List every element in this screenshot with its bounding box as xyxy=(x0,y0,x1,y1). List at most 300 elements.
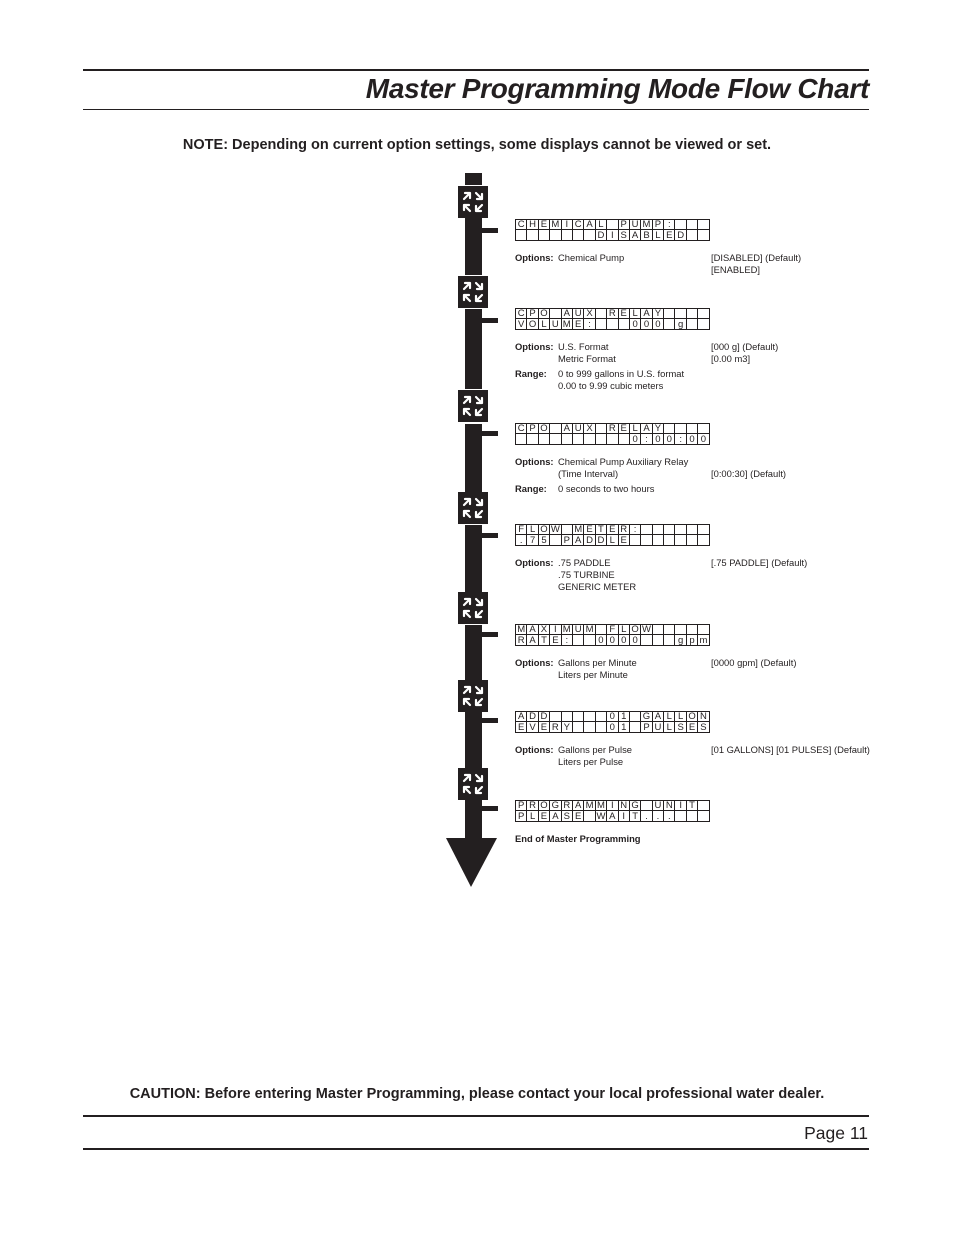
lcd-cell: A xyxy=(607,811,618,821)
lcd-cell xyxy=(516,434,527,444)
lcd-cell xyxy=(675,424,686,434)
lcd-cell xyxy=(686,319,697,329)
lcd-cell xyxy=(584,811,595,821)
lcd-cell: g xyxy=(675,319,686,329)
lcd-cell: Y xyxy=(652,309,663,319)
option-label: Options: xyxy=(515,557,554,568)
lcd-cell: 0 xyxy=(607,712,618,722)
lcd-cell: U xyxy=(572,424,583,434)
lcd-cell xyxy=(675,625,686,635)
lcd-cell: S xyxy=(561,811,572,821)
lcd-row xyxy=(516,230,710,240)
lcd-cell xyxy=(629,712,640,722)
lcd-cell: O xyxy=(540,524,548,535)
lcd-cell: M xyxy=(596,800,605,811)
lcd-cell: U xyxy=(572,625,583,635)
lcd-cell: A xyxy=(550,811,561,821)
lcd-cell xyxy=(550,309,561,319)
lcd-cell: E xyxy=(572,811,583,821)
lcd-cell: L xyxy=(527,811,538,821)
lcd-cell xyxy=(675,220,686,230)
option-text: .75 PADDLE xyxy=(558,557,611,568)
lcd-cell: 0 xyxy=(607,722,618,732)
lcd-cell xyxy=(561,434,572,444)
lcd-cell: E xyxy=(618,309,629,319)
lcd-cell: L xyxy=(664,712,675,722)
lcd-row xyxy=(516,424,710,434)
lcd-cell xyxy=(686,230,697,240)
option-text: Liters per Minute xyxy=(558,669,628,680)
lcd-cell: U xyxy=(629,220,640,230)
lcd-cell: H xyxy=(527,220,538,230)
option-text: Gallons per Pulse xyxy=(558,744,632,755)
lcd-cell: G xyxy=(551,800,560,811)
lcd-cell xyxy=(686,424,697,434)
default-value: [ENABLED] xyxy=(711,264,760,275)
lcd-row xyxy=(516,635,710,645)
lcd-cell: A xyxy=(561,424,572,434)
end-label: End of Master Programming xyxy=(515,833,641,844)
lcd-cell: P xyxy=(618,220,629,230)
lcd-cell xyxy=(550,712,561,722)
lcd-cell: P xyxy=(527,424,538,434)
lcd-cell: E xyxy=(618,424,629,434)
lcd-cell: . xyxy=(516,535,527,545)
lcd-cell: T xyxy=(538,635,549,645)
lcd-cell: M xyxy=(585,800,594,811)
option-text: Metric Format xyxy=(558,353,616,364)
lcd-cell: 1 xyxy=(618,712,629,722)
lcd-cell: E xyxy=(664,230,675,240)
lcd-cell: 0 xyxy=(698,434,709,444)
cycle-button-icon xyxy=(458,186,488,218)
lcd-cell: : xyxy=(561,635,572,645)
lcd-cell: . xyxy=(641,811,652,821)
lcd-cell xyxy=(572,712,583,722)
lcd-cell: 5 xyxy=(538,535,549,545)
lcd-cell: E xyxy=(550,635,561,645)
lcd-cell: C xyxy=(516,424,527,434)
lcd-cell: O xyxy=(540,423,548,434)
lcd-cell: A xyxy=(561,309,572,319)
lcd-cell xyxy=(561,712,572,722)
lcd-cell: 0 xyxy=(652,434,663,444)
lcd-cell xyxy=(664,319,675,329)
lcd-cell xyxy=(595,625,606,635)
bottom-rule xyxy=(83,1148,869,1150)
lcd-row xyxy=(516,535,710,545)
lcd-cell xyxy=(641,525,652,535)
lcd-cell: U xyxy=(652,801,663,811)
lcd-cell: L xyxy=(527,525,538,535)
lcd-cell: N xyxy=(618,801,629,811)
lcd-cell: P xyxy=(652,220,663,230)
lcd-cell: . xyxy=(652,811,663,821)
lcd-cell xyxy=(664,635,675,645)
lcd-cell xyxy=(584,712,595,722)
lcd-cell: M xyxy=(642,219,651,230)
lcd-cell xyxy=(584,722,595,732)
lcd-cell: E xyxy=(516,722,527,732)
lcd-cell: D xyxy=(584,535,595,545)
lcd-cell xyxy=(641,535,652,545)
lcd-cell xyxy=(686,625,697,635)
lcd-cell: 0 xyxy=(595,635,606,645)
lcd-cell: A xyxy=(652,712,663,722)
footer-rule xyxy=(83,1115,869,1117)
default-value: [0.00 m3] xyxy=(711,353,751,364)
default-value: [0:00:30] (Default) xyxy=(711,468,787,479)
cycle-button-icon xyxy=(458,768,488,800)
lcd-cell: M xyxy=(551,219,560,230)
lcd-cell: P xyxy=(527,309,538,319)
lcd-cell: A xyxy=(584,220,595,230)
lcd-cell: D xyxy=(675,230,686,240)
lcd-cell xyxy=(607,319,618,329)
lcd-row xyxy=(516,319,710,329)
lcd-cell xyxy=(698,319,709,329)
lcd-cell xyxy=(675,309,686,319)
lcd-cell: 1 xyxy=(618,722,629,732)
lcd-cell xyxy=(686,220,697,230)
lcd-cell: I xyxy=(618,811,629,821)
lcd-cell: L xyxy=(618,625,629,635)
lcd-cell: R xyxy=(561,801,572,811)
lcd-cell: W xyxy=(642,624,651,635)
cycle-button-icon xyxy=(458,680,488,712)
lcd-cell: E xyxy=(538,220,549,230)
lcd-cell xyxy=(698,230,709,240)
lcd-cell xyxy=(550,230,561,240)
lcd-cell: A xyxy=(527,625,538,635)
option-text: (Time Interval) xyxy=(558,468,619,479)
lcd-cell: : xyxy=(584,319,595,329)
lcd-cell xyxy=(538,434,549,444)
lcd-cell xyxy=(618,434,629,444)
lcd-cell: O xyxy=(631,624,639,635)
lcd-cell xyxy=(572,434,583,444)
lcd-cell xyxy=(572,635,583,645)
option-label: Range: xyxy=(515,368,547,379)
lcd-cell: O xyxy=(528,318,537,330)
lcd-cell: E xyxy=(538,811,549,821)
lcd-cell: U xyxy=(572,309,583,319)
lcd-cell xyxy=(538,230,549,240)
lcd-cell: I xyxy=(550,625,561,635)
lcd-cell xyxy=(527,230,538,240)
lcd-cell: W xyxy=(550,524,560,535)
lcd-cell: 0 xyxy=(664,434,675,444)
lcd-cell xyxy=(595,319,606,329)
lcd-cell: I xyxy=(607,801,618,811)
lcd-cell: : xyxy=(629,525,640,535)
lcd-row xyxy=(516,309,710,319)
lcd-display xyxy=(515,219,710,241)
lcd-cell: M xyxy=(562,624,571,635)
lcd-cell: F xyxy=(607,625,618,635)
lcd-cell: L xyxy=(629,309,640,319)
lcd-cell: S xyxy=(675,722,686,732)
lcd-cell xyxy=(664,309,675,319)
lcd-display xyxy=(515,800,710,822)
lcd-cell xyxy=(652,625,663,635)
lcd-cell: I xyxy=(561,220,572,230)
lcd-cell: E xyxy=(686,722,697,732)
note-text: NOTE: Depending on current option settings, some displays cannot be viewed or set. xyxy=(182,137,772,153)
lcd-cell xyxy=(550,424,561,434)
option-text: 0 to 999 gallons in U.S. format xyxy=(558,368,685,379)
option-text: Chemical Pump xyxy=(558,252,625,263)
lcd-cell: X xyxy=(538,625,549,635)
lcd-cell xyxy=(698,220,709,230)
lcd-cell: A xyxy=(572,801,583,811)
lcd-cell: 0 xyxy=(652,319,663,329)
lcd-cell: P xyxy=(561,535,572,545)
lcd-cell: 0 xyxy=(607,635,618,645)
lcd-cell: 0 xyxy=(618,635,629,645)
lcd-cell: A xyxy=(527,635,538,645)
lcd-cell xyxy=(595,309,606,319)
lcd-cell xyxy=(686,811,697,821)
option-text: GENERIC METER xyxy=(558,581,637,592)
lcd-cell: O xyxy=(540,308,548,319)
option-text: 0.00 to 9.99 cubic meters xyxy=(558,380,664,391)
lcd-display xyxy=(515,524,710,546)
lcd-cell: B xyxy=(641,230,652,240)
lcd-cell: L xyxy=(652,230,663,240)
lcd-cell xyxy=(698,535,709,545)
lcd-cell xyxy=(698,625,709,635)
lcd-cell: 7 xyxy=(527,535,538,545)
lcd-cell: D xyxy=(538,712,549,722)
lcd-display xyxy=(515,624,710,646)
lcd-cell: I xyxy=(607,230,618,240)
lcd-row xyxy=(516,434,710,444)
lcd-cell: Y xyxy=(561,722,572,732)
lcd-cell: A xyxy=(641,309,652,319)
lcd-display xyxy=(515,711,710,733)
lcd-cell xyxy=(618,319,629,329)
option-text: .75 TURBINE xyxy=(558,569,615,580)
lcd-cell xyxy=(584,635,595,645)
lcd-cell xyxy=(595,424,606,434)
option-label: Options: xyxy=(515,657,554,668)
lcd-cell xyxy=(584,434,595,444)
cycle-button-icon xyxy=(458,492,488,524)
option-label: Options: xyxy=(515,456,554,467)
lcd-cell: : xyxy=(675,434,686,444)
lcd-cell: M xyxy=(562,318,571,330)
lcd-cell: D xyxy=(527,712,538,722)
default-value: [.75 PADDLE] (Default) xyxy=(711,557,808,568)
lcd-cell: C xyxy=(572,220,583,230)
lcd-cell: L xyxy=(607,535,618,545)
lcd-cell xyxy=(572,722,583,732)
option-label: Options: xyxy=(515,341,554,352)
lcd-cell xyxy=(698,424,709,434)
lcd-cell: N xyxy=(698,712,709,722)
lcd-cell: P xyxy=(516,811,527,821)
lcd-cell: L xyxy=(629,424,640,434)
cycle-button-icon xyxy=(458,592,488,624)
lcd-cell: T xyxy=(629,811,640,821)
lcd-cell xyxy=(607,220,618,230)
lcd-cell xyxy=(629,722,640,732)
lcd-cell: L xyxy=(675,712,686,722)
lcd-cell: R xyxy=(516,635,527,645)
lcd-cell: S xyxy=(698,722,709,732)
lcd-cell: U xyxy=(652,722,663,732)
lcd-cell: P xyxy=(516,801,527,811)
lcd-cell xyxy=(664,625,675,635)
lcd-row xyxy=(516,625,710,635)
option-label: Options: xyxy=(515,744,554,755)
lcd-cell: V xyxy=(527,722,538,732)
lcd-cell: : xyxy=(641,434,652,444)
lcd-cell xyxy=(686,309,697,319)
lcd-cell: L xyxy=(664,722,675,732)
lcd-cell xyxy=(516,230,527,240)
lcd-cell: U xyxy=(550,319,561,329)
lcd-row xyxy=(516,811,710,821)
lcd-cell: W xyxy=(596,810,606,822)
page-title: Master Programming Mode Flow Chart xyxy=(365,73,869,104)
lcd-cell xyxy=(641,801,652,811)
option-label: Range: xyxy=(515,483,547,494)
lcd-cell: A xyxy=(629,230,640,240)
option-label: Options: xyxy=(515,252,554,263)
lcd-cell: A xyxy=(641,424,652,434)
lcd-cell: F xyxy=(516,525,527,535)
default-value: [000 g] (Default) xyxy=(711,341,779,352)
lcd-cell xyxy=(527,434,538,444)
lcd-cell xyxy=(584,230,595,240)
lcd-cell: T xyxy=(686,801,697,811)
lcd-cell xyxy=(698,801,709,811)
lcd-cell xyxy=(675,525,686,535)
lcd-cell: X xyxy=(584,424,595,434)
option-text: Liters per Pulse xyxy=(558,756,624,767)
lcd-cell: O xyxy=(688,711,696,722)
lcd-cell xyxy=(641,635,652,645)
lcd-cell xyxy=(675,811,686,821)
lcd-cell xyxy=(629,535,640,545)
lcd-cell xyxy=(561,525,572,535)
lcd-display xyxy=(515,423,710,445)
lcd-cell: E xyxy=(584,525,595,535)
lcd-cell: R xyxy=(607,424,618,434)
lcd-cell: S xyxy=(618,230,629,240)
lcd-cell: E xyxy=(618,535,629,545)
lcd-cell xyxy=(595,722,606,732)
lcd-cell xyxy=(686,535,697,545)
lcd-cell: 0 xyxy=(641,319,652,329)
lcd-cell: A xyxy=(572,535,583,545)
lcd-cell: 0 xyxy=(629,319,640,329)
lcd-row xyxy=(516,712,710,722)
lcd-cell: X xyxy=(584,309,595,319)
default-value: [DISABLED] (Default) xyxy=(711,252,802,263)
lcd-cell: g xyxy=(675,635,686,645)
default-value: [0000 gpm] (Default) xyxy=(711,657,797,668)
option-text: Chemical Pump Auxiliary Relay xyxy=(558,456,689,467)
lcd-cell xyxy=(572,230,583,240)
lcd-cell xyxy=(595,434,606,444)
lcd-cell: G xyxy=(642,711,651,722)
lcd-cell xyxy=(664,535,675,545)
lcd-cell: D xyxy=(595,230,606,240)
lcd-cell: 0 xyxy=(686,434,697,444)
lcd-cell: C xyxy=(516,309,527,319)
lcd-row xyxy=(516,722,710,732)
lcd-cell: I xyxy=(675,801,686,811)
lcd-display xyxy=(515,308,710,330)
lcd-cell: . xyxy=(664,811,675,821)
lcd-cell xyxy=(664,424,675,434)
lcd-cell: V xyxy=(516,319,527,329)
lcd-cell: M xyxy=(585,624,594,635)
lcd-cell xyxy=(652,635,663,645)
lcd-row xyxy=(516,801,710,811)
lcd-cell: R xyxy=(550,722,561,732)
lcd-cell xyxy=(550,535,561,545)
lcd-cell xyxy=(652,525,663,535)
lcd-cell xyxy=(698,309,709,319)
lcd-cell: G xyxy=(631,800,639,811)
lcd-cell: R xyxy=(527,801,538,811)
lcd-cell: L xyxy=(595,220,606,230)
lcd-cell: E xyxy=(572,319,583,329)
lcd-cell xyxy=(595,712,606,722)
page-number: Page 11 xyxy=(804,1123,868,1143)
lcd-cell: D xyxy=(595,535,606,545)
lcd-cell xyxy=(652,535,663,545)
lcd-cell: L xyxy=(538,319,549,329)
lcd-cell xyxy=(698,525,709,535)
option-text: Gallons per Minute xyxy=(558,657,637,668)
lcd-cell: O xyxy=(540,800,548,811)
lcd-cell: C xyxy=(516,220,527,230)
lcd-cell xyxy=(550,434,561,444)
lcd-cell: m xyxy=(699,634,708,646)
lcd-cell: R xyxy=(618,525,629,535)
lcd-cell: 0 xyxy=(629,635,640,645)
lcd-cell xyxy=(561,230,572,240)
lcd-cell: A xyxy=(516,712,527,722)
caution-text: CAUTION: Before entering Master Programming, please contact your local professional water dealer. xyxy=(129,1086,825,1102)
lcd-cell: E xyxy=(607,525,618,535)
lcd-cell: E xyxy=(538,722,549,732)
cycle-button-icon xyxy=(458,276,488,308)
lcd-cell xyxy=(675,535,686,545)
option-text: 0 seconds to two hours xyxy=(558,483,655,494)
lcd-cell: T xyxy=(595,525,606,535)
lcd-cell: P xyxy=(641,722,652,732)
lcd-cell: : xyxy=(664,220,675,230)
option-text: U.S. Format xyxy=(558,341,609,352)
lcd-cell xyxy=(698,811,709,821)
lcd-cell xyxy=(686,525,697,535)
lcd-cell xyxy=(607,434,618,444)
lcd-cell xyxy=(664,525,675,535)
lcd-cell: 0 xyxy=(629,434,640,444)
lcd-row xyxy=(516,220,710,230)
lcd-row xyxy=(516,525,710,535)
lcd-cell: Y xyxy=(652,424,663,434)
lcd-cell: p xyxy=(686,635,697,645)
cycle-button-icon xyxy=(458,390,488,422)
lcd-cell: M xyxy=(517,624,526,635)
